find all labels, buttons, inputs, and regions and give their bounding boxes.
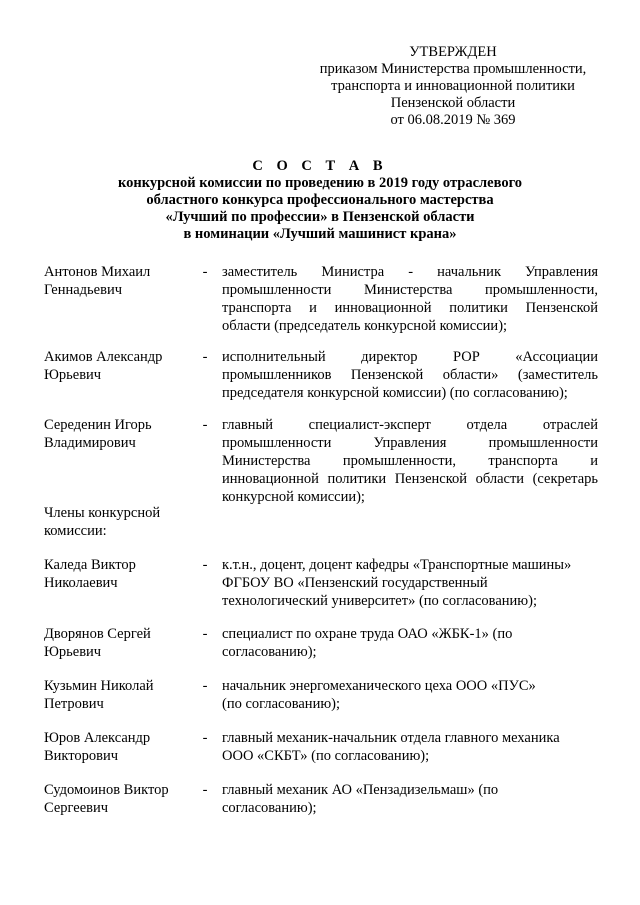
member-role: к.т.н., доцент, доцент кафедры «Транспортные машины» ФГБОУ ВО «Пензенский государственный технологический университет» (по согласованию);: [222, 557, 572, 609]
member-name: Судомоинов Виктор Сергеевич: [44, 782, 169, 816]
member-role: начальник энергомеханического цеха ООО «ПУС» (по согласованию);: [222, 678, 536, 712]
dash-separator: -: [202, 782, 208, 798]
member-name: Кузьмин Николай Петрович: [44, 678, 154, 712]
member-name: Каледа Виктор Николаевич: [44, 557, 136, 591]
approval-block: [300, 44, 606, 129]
document-subtitle-line: областного конкурса профессионального мастерства: [146, 192, 494, 208]
approval-date: от 06.08.2019 № 369: [390, 112, 516, 128]
approval-line: приказом Министерства промышленности,: [319, 61, 587, 77]
dash-separator: -: [202, 557, 208, 573]
document-subtitle-line: в номинации «Лучший машинист крана»: [183, 226, 457, 242]
document-subtitle-line: «Лучший по профессии» в Пензенской области: [165, 209, 475, 225]
document-subtitle-line: конкурсной комиссии по проведению в 2019 году отраслевого: [117, 175, 523, 191]
member-name: Антонов Михаил Геннадьевич: [44, 264, 151, 298]
dash-separator: -: [202, 730, 208, 746]
document-title: С О С Т А В: [252, 158, 388, 174]
member-name: Дворянов Сергей Юрьевич: [44, 626, 151, 660]
dash-separator: -: [202, 626, 208, 642]
member-role: главный специалист-эксперт отдела отраслей промышленности Управления промышленности Министерства промышленности, транспорта и инновационной политики Пензенской области (секретарь конкурсной комиссии);: [222, 417, 598, 505]
approval-line: Пензенской области: [390, 95, 516, 111]
dash-separator: -: [202, 417, 208, 433]
member-role: главный механик-начальник отдела главного механика ООО «СКБТ» (по согласованию);: [222, 730, 560, 764]
dash-separator: -: [202, 678, 208, 694]
dash-separator: -: [202, 264, 208, 280]
approval-title: УТВЕРЖДЕН: [409, 44, 497, 60]
members-section-label: Члены конкурсной комиссии:: [44, 505, 161, 539]
member-role: заместитель Министра - начальник Управления промышленности Министерства промышленности, транспорта и инновационной политики Пензенской области (председатель конкурсной комиссии);: [222, 264, 598, 334]
member-role: специалист по охране труда ОАО «ЖБК-1» (по согласованию);: [222, 626, 513, 660]
member-name: Середенин Игорь Владимирович: [44, 417, 152, 451]
member-role: главный механик АО «Пензадизельмаш» (по согласованию);: [222, 782, 499, 816]
dash-separator: -: [202, 349, 208, 365]
member-role: исполнительный директор РОР «Ассоциации промышленников Пензенской области» (заместитель председателя конкурсной комиссии) (по согласованию);: [222, 349, 598, 401]
member-name: Акимов Александр Юрьевич: [44, 349, 163, 383]
document-heading: [40, 158, 600, 243]
approval-line: транспорта и инновационной политики: [331, 78, 575, 94]
member-name: Юров Александр Викторович: [44, 730, 151, 764]
